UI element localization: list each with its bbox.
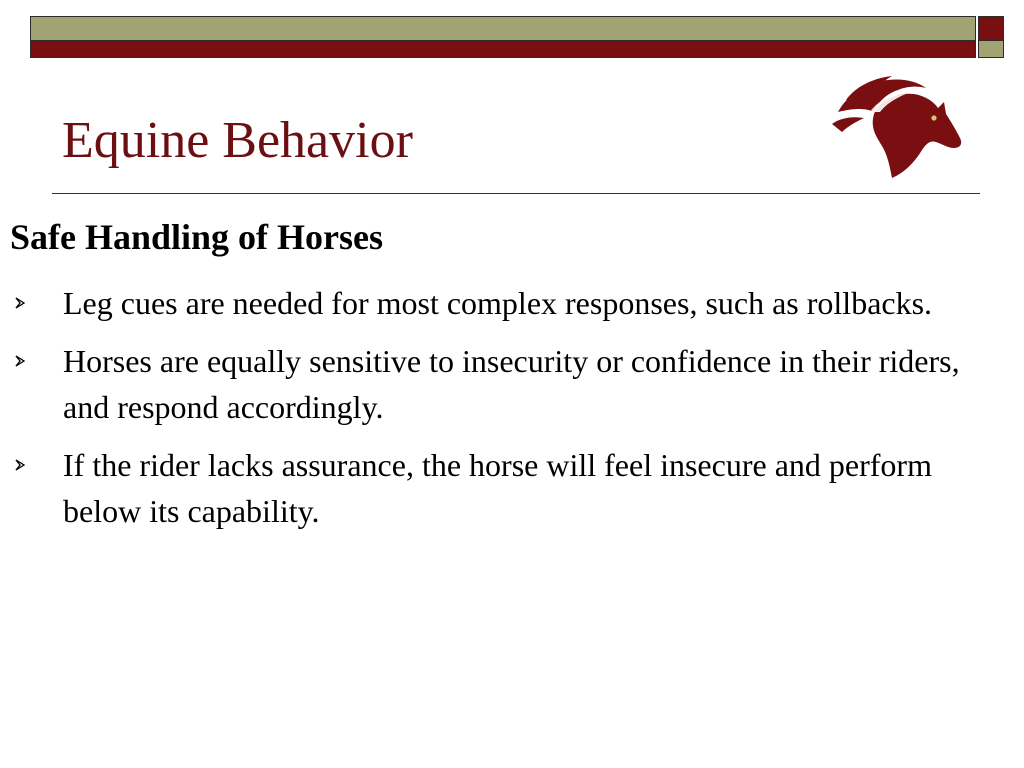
bullet-text: Leg cues are needed for most complex responses, such as rollbacks. — [63, 285, 933, 321]
section-heading: Safe Handling of Horses — [10, 217, 384, 257]
header-square-maroon — [978, 16, 1004, 41]
bullet-text: If the rider lacks assurance, the horse will feel insecure and perform below its capability. — [63, 447, 932, 529]
slide-title: Equine Behavior — [62, 112, 413, 169]
chevron-right-outline-icon — [14, 355, 26, 367]
bullet-item — [0, 338, 1010, 430]
horse-head-icon — [826, 72, 966, 182]
chevron-right-outline-icon — [14, 459, 26, 471]
bullet-item — [0, 280, 1010, 326]
bullet-item — [0, 442, 1010, 534]
bullet-list — [0, 280, 1010, 546]
chevron-right-outline-icon — [14, 297, 26, 309]
header-bar-maroon — [30, 41, 976, 58]
title-divider — [52, 193, 980, 194]
header-bar-olive — [30, 16, 976, 41]
bullet-text: Horses are equally sensitive to insecurity or confidence in their riders, and respond accordingly. — [63, 343, 960, 425]
header-square-olive — [978, 41, 1004, 58]
